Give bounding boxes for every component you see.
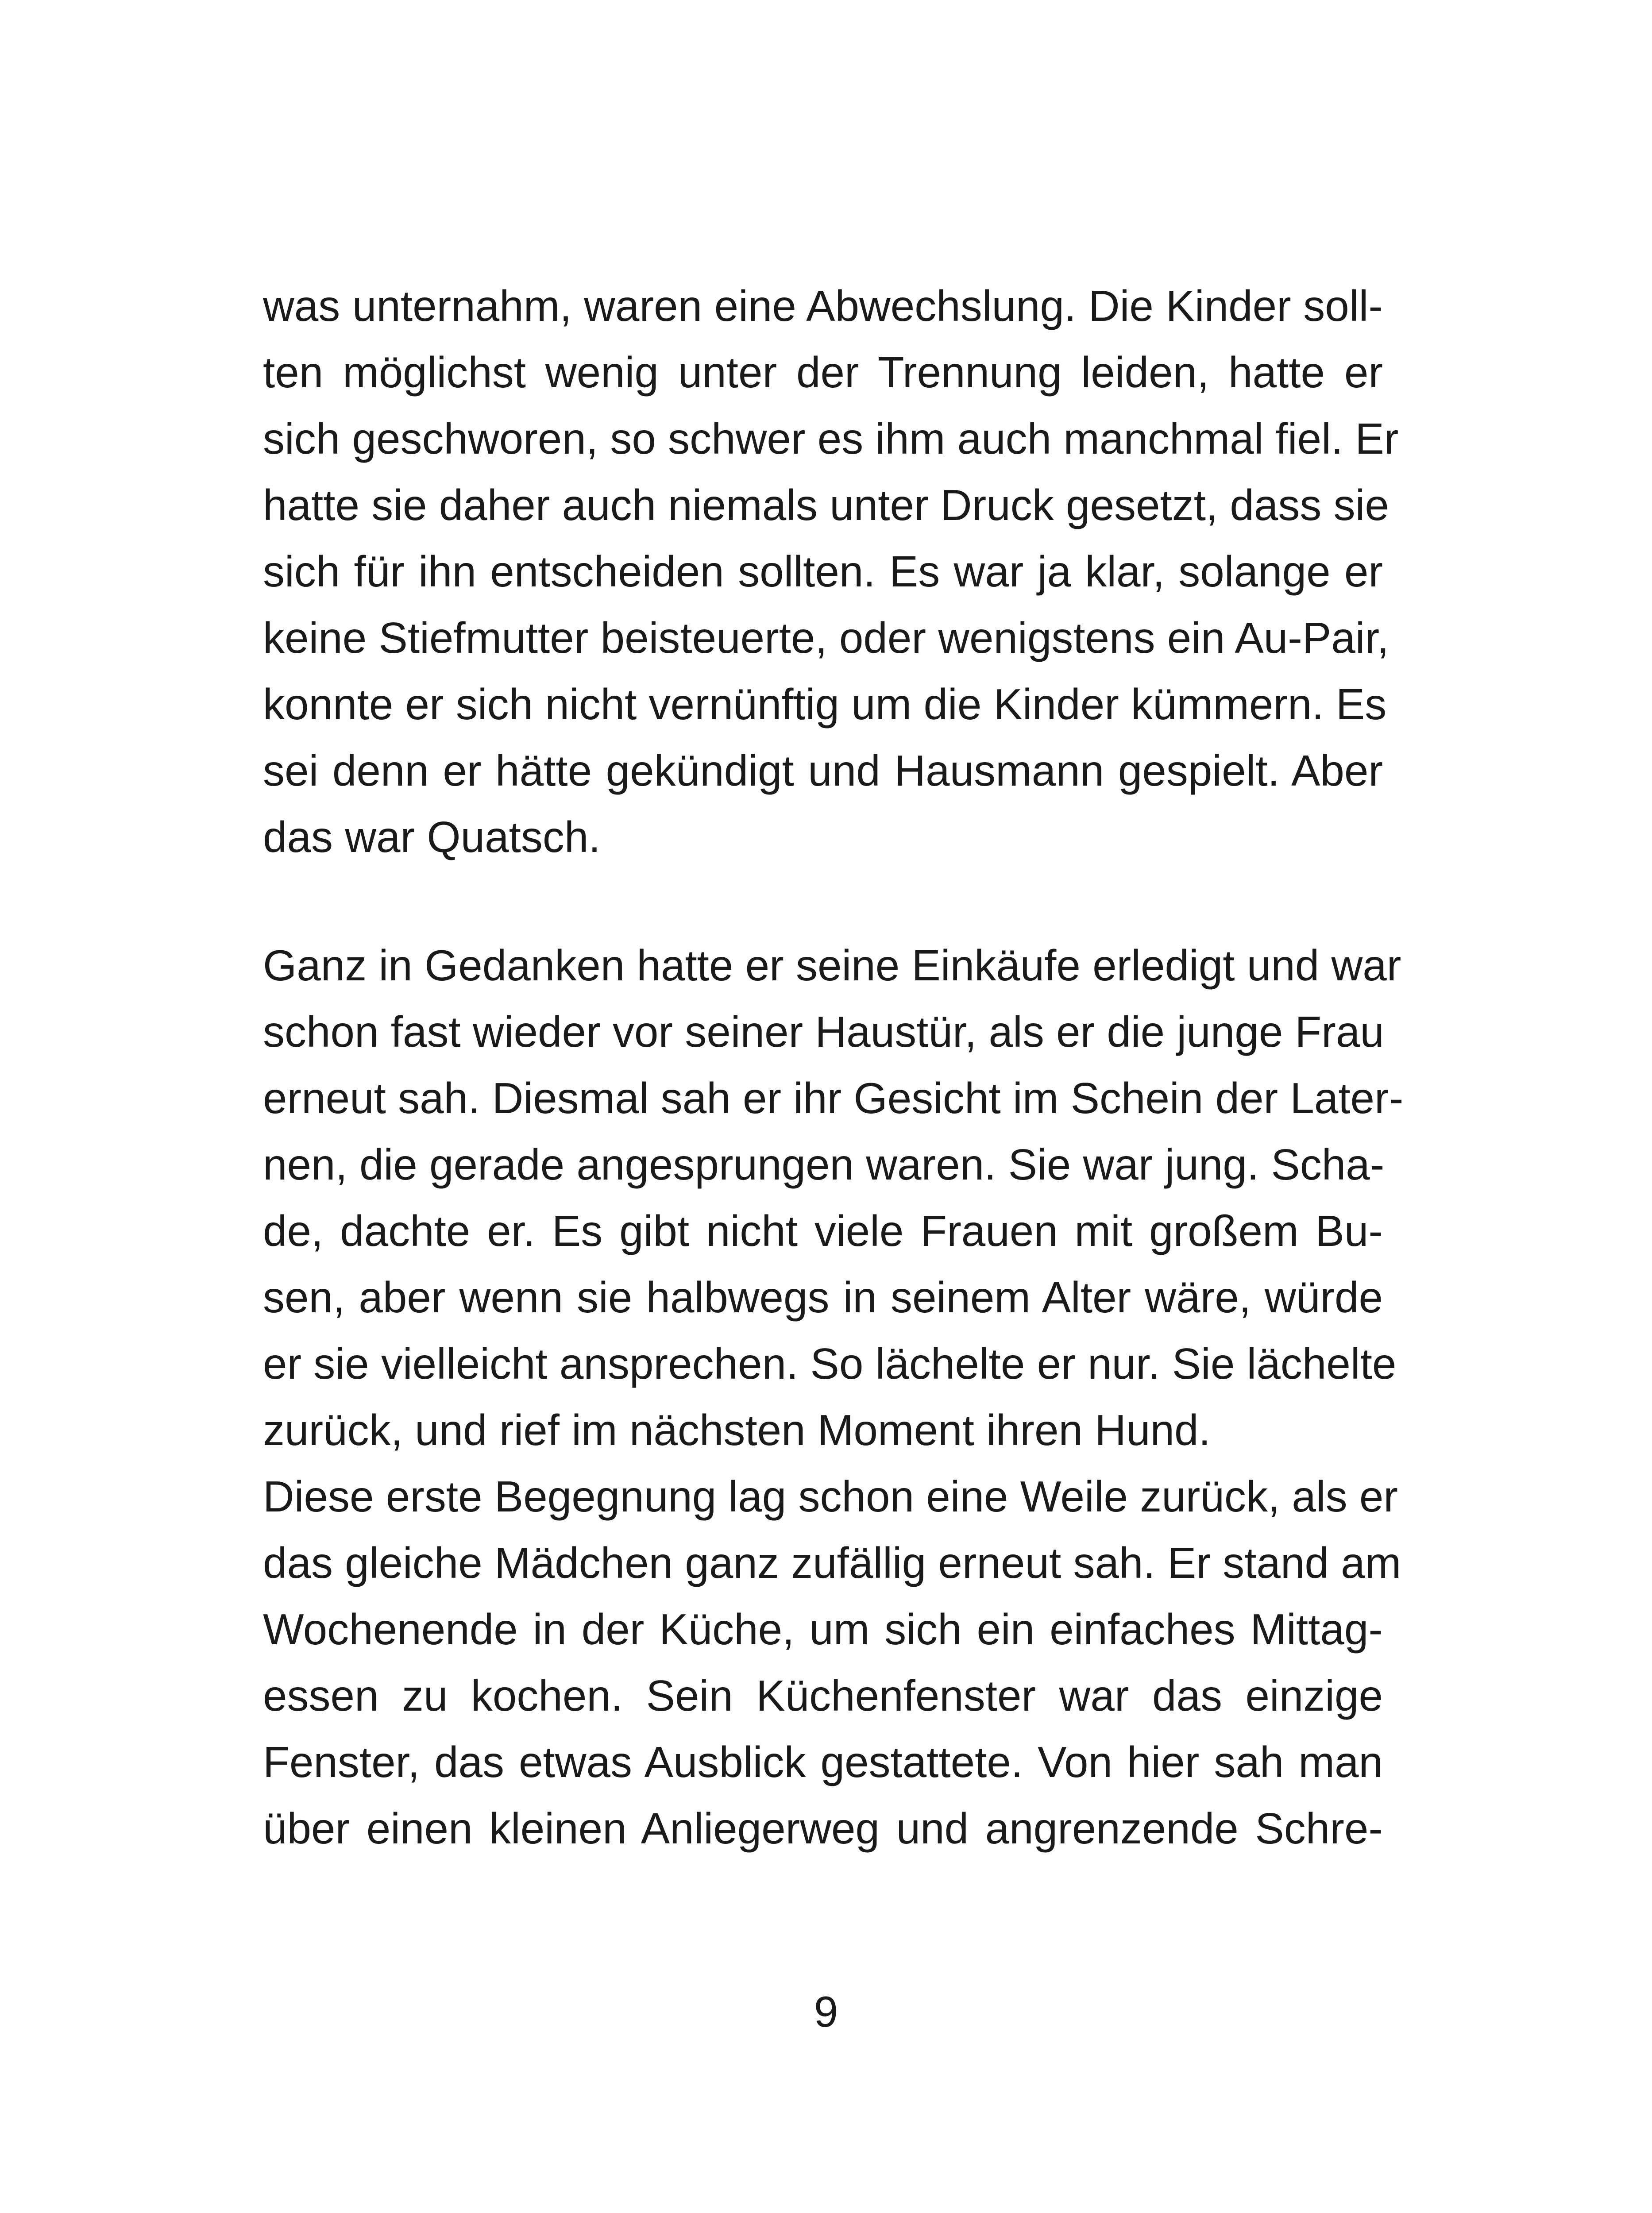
text-line: Fenster, das etwas Ausblick gestattete. Von hier sah man — [263, 1738, 1383, 1786]
text-line: Wochenende in der Küche, um sich ein einfaches Mittag- — [263, 1605, 1383, 1654]
text-line: sei denn er hätte gekündigt und Hausmann gespielt. Aber — [263, 746, 1383, 795]
text-line: Ganz in Gedanken hatte er seine Einkäufe erledigt und war — [263, 941, 1401, 990]
text-line: was unternahm, waren eine Abwechslung. Die Kinder soll- — [263, 281, 1383, 330]
text-line: sen, aber wenn sie halbwegs in seinem Alter wäre, würde — [263, 1273, 1383, 1322]
text-line: konnte er sich nicht vernünftig um die Kinder kümmern. Es — [263, 680, 1387, 729]
text-line: ten möglichst wenig unter der Trennung leiden, hatte er — [263, 348, 1383, 397]
text-line: de, dachte er. Es gibt nicht viele Frauen mit großem Bu- — [263, 1207, 1383, 1255]
text-line: über einen kleinen Anliegerweg und angrenzende Schre- — [263, 1804, 1383, 1853]
paragraph-2 — [263, 932, 1404, 1862]
text-line: zurück, und rief im nächsten Moment ihren Hund. — [263, 1406, 1211, 1454]
text-line: schon fast wieder vor seiner Haustür, als er die junge Frau — [263, 1007, 1384, 1056]
text-line: er sie vielleicht ansprechen. So lächelte er nur. Sie lächelte — [263, 1339, 1397, 1388]
text-line: hatte sie daher auch niemals unter Druck gesetzt, dass sie — [263, 481, 1389, 529]
page-number: 9 — [814, 1987, 838, 2036]
paragraph-1 — [263, 273, 1399, 870]
text-line: sich für ihn entscheiden sollten. Es war ja klar, solange er — [263, 547, 1383, 596]
text-line: das gleiche Mädchen ganz zufällig erneut sah. Er stand am — [263, 1538, 1401, 1587]
text-line: keine Stiefmutter beisteuerte, oder wenigstens ein Au-Pair, — [263, 613, 1389, 662]
text-line: essen zu kochen. Sein Küchenfenster war das einzige — [263, 1671, 1383, 1720]
text-line: erneut sah. Diesmal sah er ihr Gesicht im Schein der Later- — [263, 1074, 1404, 1122]
text-line: Diese erste Begegnung lag schon eine Weile zurück, als er — [263, 1472, 1398, 1521]
text-line: sich geschworen, so schwer es ihm auch manchmal fiel. Er — [263, 414, 1399, 463]
text-line: das war Quatsch. — [263, 813, 601, 861]
text-line: nen, die gerade angesprungen waren. Sie war jung. Scha- — [263, 1140, 1385, 1189]
